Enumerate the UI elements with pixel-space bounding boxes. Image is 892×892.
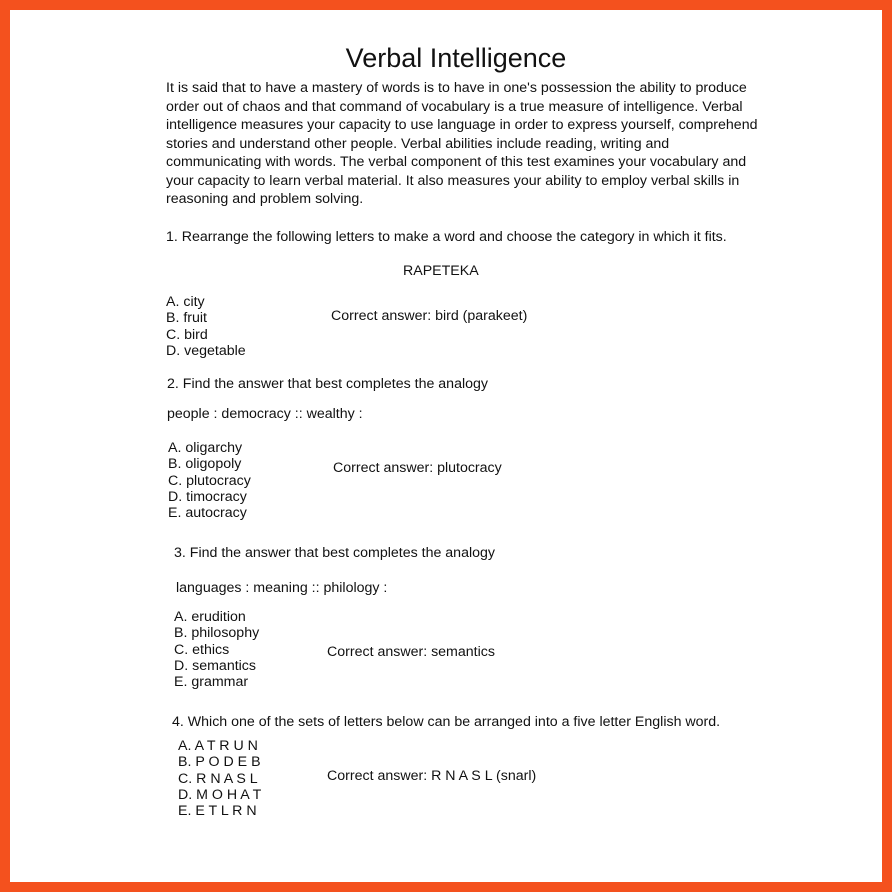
option: E. autocracy xyxy=(168,505,247,522)
option: E. E T L R N xyxy=(178,803,257,820)
option: C. plutocracy xyxy=(168,472,251,489)
page-title: Verbal Intelligence xyxy=(345,43,567,73)
option: C. bird xyxy=(166,326,208,343)
question-2-options xyxy=(168,440,251,521)
intro-paragraph: It is said that to have a mastery of words is to have in one's possession the ability to produce order out of chaos and that command of vocabulary is a true measure of intelligence. Verbal intelligence measures your capacity to use language in order to express yourself, comprehend stories and understand other people. Verbal abilities include reading, writing and communicating with words. The verbal component of this test examines your vocabulary and your capacity to learn verbal material. It also measures your ability to employ verbal skills in reasoning and problem solving. xyxy=(166,80,758,207)
option: B. fruit xyxy=(166,310,207,327)
option: A. oligarchy xyxy=(168,440,243,456)
option: D. semantics xyxy=(174,657,256,674)
question-4-answer: Correct answer: R N A S L (snarl) xyxy=(327,768,537,784)
question-3-options xyxy=(174,609,259,690)
option: B. P O D E B xyxy=(178,754,261,771)
question-2-answer: Correct answer: plutocracy xyxy=(333,460,502,476)
option: D. vegetable xyxy=(166,342,246,359)
option: B. philosophy xyxy=(174,625,260,642)
option: A. erudition xyxy=(174,609,246,625)
question-4-options xyxy=(178,738,261,819)
question-1-prompt: 1. Rearrange the following letters to make a word and choose the category in which it fits. xyxy=(166,229,727,245)
document-page xyxy=(10,10,882,882)
question-2-stem: people : democracy :: wealthy : xyxy=(167,406,363,422)
option: C. R N A S L xyxy=(178,770,258,787)
option: E. grammar xyxy=(174,674,249,691)
question-3-stem: languages : meaning :: philology : xyxy=(176,580,388,596)
option: A. A T R U N xyxy=(178,738,258,754)
option: A. city xyxy=(166,294,205,310)
question-3-prompt: 3. Find the answer that best completes the analogy xyxy=(174,545,495,561)
question-3-answer: Correct answer: semantics xyxy=(327,644,495,660)
option: C. ethics xyxy=(174,641,230,658)
option: D. M O H A T xyxy=(178,786,262,803)
question-1-stem: RAPETEKA xyxy=(403,263,479,279)
question-1-answer: Correct answer: bird (parakeet) xyxy=(331,308,528,324)
question-2-prompt: 2. Find the answer that best completes the analogy xyxy=(167,376,488,392)
option: D. timocracy xyxy=(168,488,247,505)
option: B. oligopoly xyxy=(168,456,242,473)
question-1-options xyxy=(166,294,246,359)
question-4-prompt: 4. Which one of the sets of letters below can be arranged into a five letter English word. xyxy=(172,714,721,730)
